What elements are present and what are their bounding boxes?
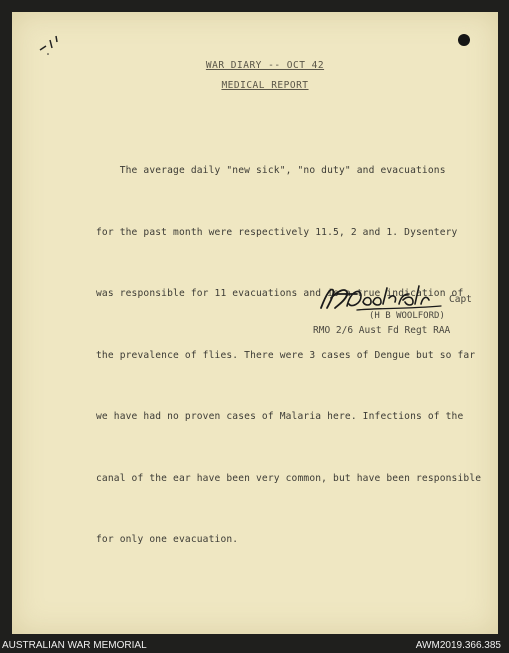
body-line: The average daily "new sick", "no duty" and evacuations [96,165,446,176]
diary-heading: WAR DIARY -- OCT 42 [205,60,325,71]
report-title: MEDICAL REPORT [221,80,309,91]
body-line: for only one evacuation. [96,534,239,545]
unit-line: RMO 2/6 Aust Fd Regt RAA [313,325,451,336]
punch-hole [458,34,470,46]
document-page [12,12,498,634]
body-line: was responsible for 11 evacuations and is a true indication of [96,288,464,299]
footer-accession-number: AWM2019.366.385 [415,640,501,651]
body-line: we have had no proven cases of Malaria here. Infections of the [96,411,464,422]
body-line: for the past month were respectively 11.5, 2 and 1. Dysentery [96,226,458,238]
typed-name: (H B WOOLFORD) [369,311,445,321]
body-line: canal of the ear have been very common, but have been responsible [96,472,482,484]
report-body [96,120,496,592]
rank-label: Capt [449,294,472,305]
footer-institution: AUSTRALIAN WAR MEMORIAL [2,640,147,651]
handwritten-signature [317,282,447,314]
ink-mark-icon [34,28,64,58]
body-line: the prevalence of flies. There were 3 cases of Dengue but so far [96,349,476,361]
